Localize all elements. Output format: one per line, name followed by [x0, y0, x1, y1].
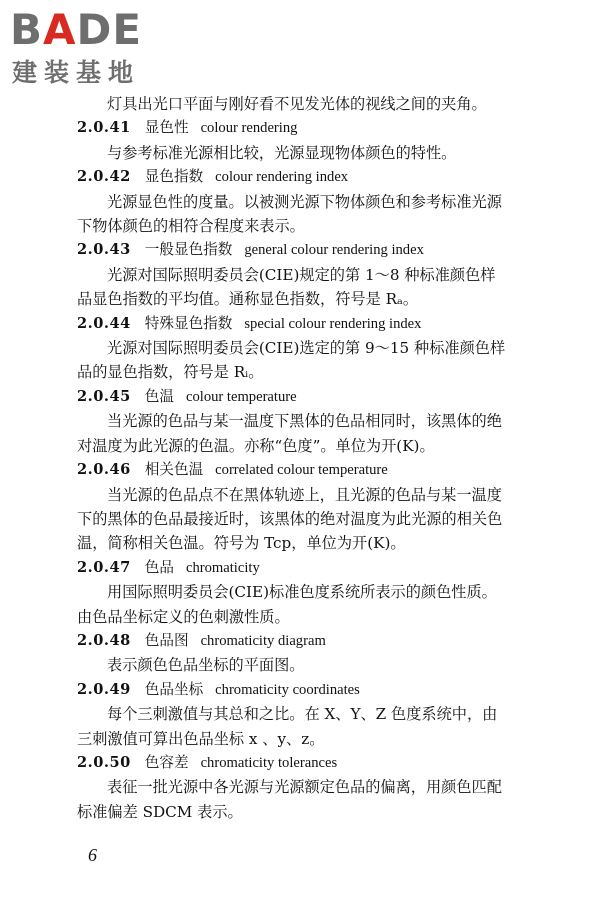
definition-text: 光源显色性的度量。以被测光源下物体颜色和参考标准光源 — [107, 192, 502, 211]
term-chinese: 相关色温 — [144, 461, 204, 479]
term-english: special colour rendering index — [244, 315, 422, 332]
entry-heading — [77, 556, 567, 580]
definition-text: 温，简称相关色温。符号为 Tcp，单位为开(K)。 — [77, 534, 406, 553]
term-chinese: 特殊显色指数 — [144, 314, 233, 332]
entry-heading — [77, 751, 567, 775]
term-english: correlated colour temperature — [215, 462, 388, 479]
entry-heading — [77, 629, 567, 653]
term-chinese: 色温 — [144, 387, 174, 405]
term-chinese: 色容差 — [144, 753, 189, 771]
clause-number: 2.0.50 — [77, 753, 131, 771]
document-body — [77, 92, 567, 824]
definition-entry — [77, 116, 567, 165]
clause-number: 2.0.49 — [77, 680, 131, 698]
entry-heading — [77, 116, 567, 140]
definition-text: 光源对国际照明委员会(CIE)规定的第 1～8 种标准颜色样 — [107, 265, 496, 284]
clause-number: 2.0.42 — [77, 168, 131, 186]
definition-text: 对温度为此光源的色温。亦称“色度”。单位为开(K)。 — [77, 436, 435, 455]
definition-text: 表示颜色色品坐标的平面图。 — [107, 656, 305, 675]
clause-number: 2.0.46 — [77, 461, 131, 479]
term-chinese: 色品 — [144, 558, 174, 576]
definition-text: 用国际照明委员会(CIE)标准色度系统所表示的颜色性质。 — [107, 583, 497, 602]
term-english: colour rendering index — [215, 169, 349, 186]
page-number: 6 — [88, 845, 97, 865]
definition-entry — [77, 385, 567, 458]
definition-text: 下的黑体的色品最接近时，该黑体的绝对温度为此光源的相关色 — [77, 509, 503, 528]
clause-number: 2.0.45 — [77, 387, 131, 405]
term-english: chromaticity diagram — [200, 632, 326, 649]
logo — [10, 6, 180, 90]
definition-entry — [77, 312, 567, 385]
term-english: chromaticity — [185, 559, 260, 576]
definition-entry — [77, 556, 567, 629]
definition-text: 当光源的色品与某一温度下黑体的色品相同时，该黑体的绝 — [107, 412, 502, 431]
clause-number: 2.0.41 — [77, 119, 131, 137]
term-chinese: 显色性 — [144, 119, 189, 137]
clause-number: 2.0.44 — [77, 314, 131, 332]
definition-text: 三刺激值可算出色品坐标 x 、y、z。 — [77, 729, 325, 748]
clause-number: 2.0.43 — [77, 241, 131, 259]
definition-entry — [77, 238, 567, 311]
definition-list — [77, 116, 567, 824]
logo-subtitle: 建装基地 — [12, 58, 141, 87]
entry-heading — [77, 458, 567, 482]
definition-entry — [77, 165, 567, 238]
term-chinese: 一般显色指数 — [144, 241, 233, 259]
entry-heading — [77, 238, 567, 262]
entry-heading — [77, 678, 567, 702]
definition-entry — [77, 458, 567, 556]
intro-line: 灯具出光口平面与刚好看不见发光体的视线之间的夹角。 — [107, 95, 487, 113]
definition-text: 与参考标准光源相比较，光源显现物体颜色的特性。 — [107, 143, 457, 162]
definition-text: 当光源的色品点不在黑体轨迹上，且光源的色品与某一温度 — [107, 485, 502, 504]
term-english: chromaticity tolerances — [200, 754, 338, 771]
term-chinese: 色品图 — [144, 631, 189, 649]
definition-text: 由色品坐标定义的色刺激性质。 — [77, 607, 290, 626]
definition-text: 表征一批光源中各光源与光源额定色品的偏离，用颜色匹配 — [107, 778, 502, 797]
definition-text: 品显色指数的平均值。通称显色指数，符号是 Rₐ。 — [77, 290, 419, 309]
entry-heading — [77, 165, 567, 189]
definition-text: 下物体颜色的相符合程度来表示。 — [77, 217, 305, 236]
clause-number: 2.0.48 — [77, 631, 131, 649]
term-english: chromaticity coordinates — [215, 681, 360, 698]
definition-entry — [77, 751, 567, 824]
definition-text: 光源对国际照明委员会(CIE)选定的第 9～15 种标准颜色样 — [107, 339, 506, 358]
term-english: colour rendering — [200, 120, 298, 137]
term-chinese: 色品坐标 — [144, 680, 204, 698]
definition-text: 品的显色指数，符号是 Rᵢ。 — [77, 363, 264, 382]
definition-text: 每个三刺激值与其总和之比。在 X、Y、Z 色度系统中，由 — [107, 705, 498, 724]
term-english: general colour rendering index — [244, 242, 424, 259]
entry-heading — [77, 312, 567, 336]
clause-number: 2.0.47 — [77, 558, 131, 576]
definition-entry — [77, 678, 567, 751]
definition-entry — [77, 629, 567, 678]
logo-wordmark: BADE — [10, 5, 143, 54]
term-english: colour temperature — [185, 388, 297, 405]
entry-heading — [77, 385, 567, 409]
definition-text: 标准偏差 SDCM 表示。 — [77, 802, 243, 821]
term-chinese: 显色指数 — [144, 168, 204, 186]
